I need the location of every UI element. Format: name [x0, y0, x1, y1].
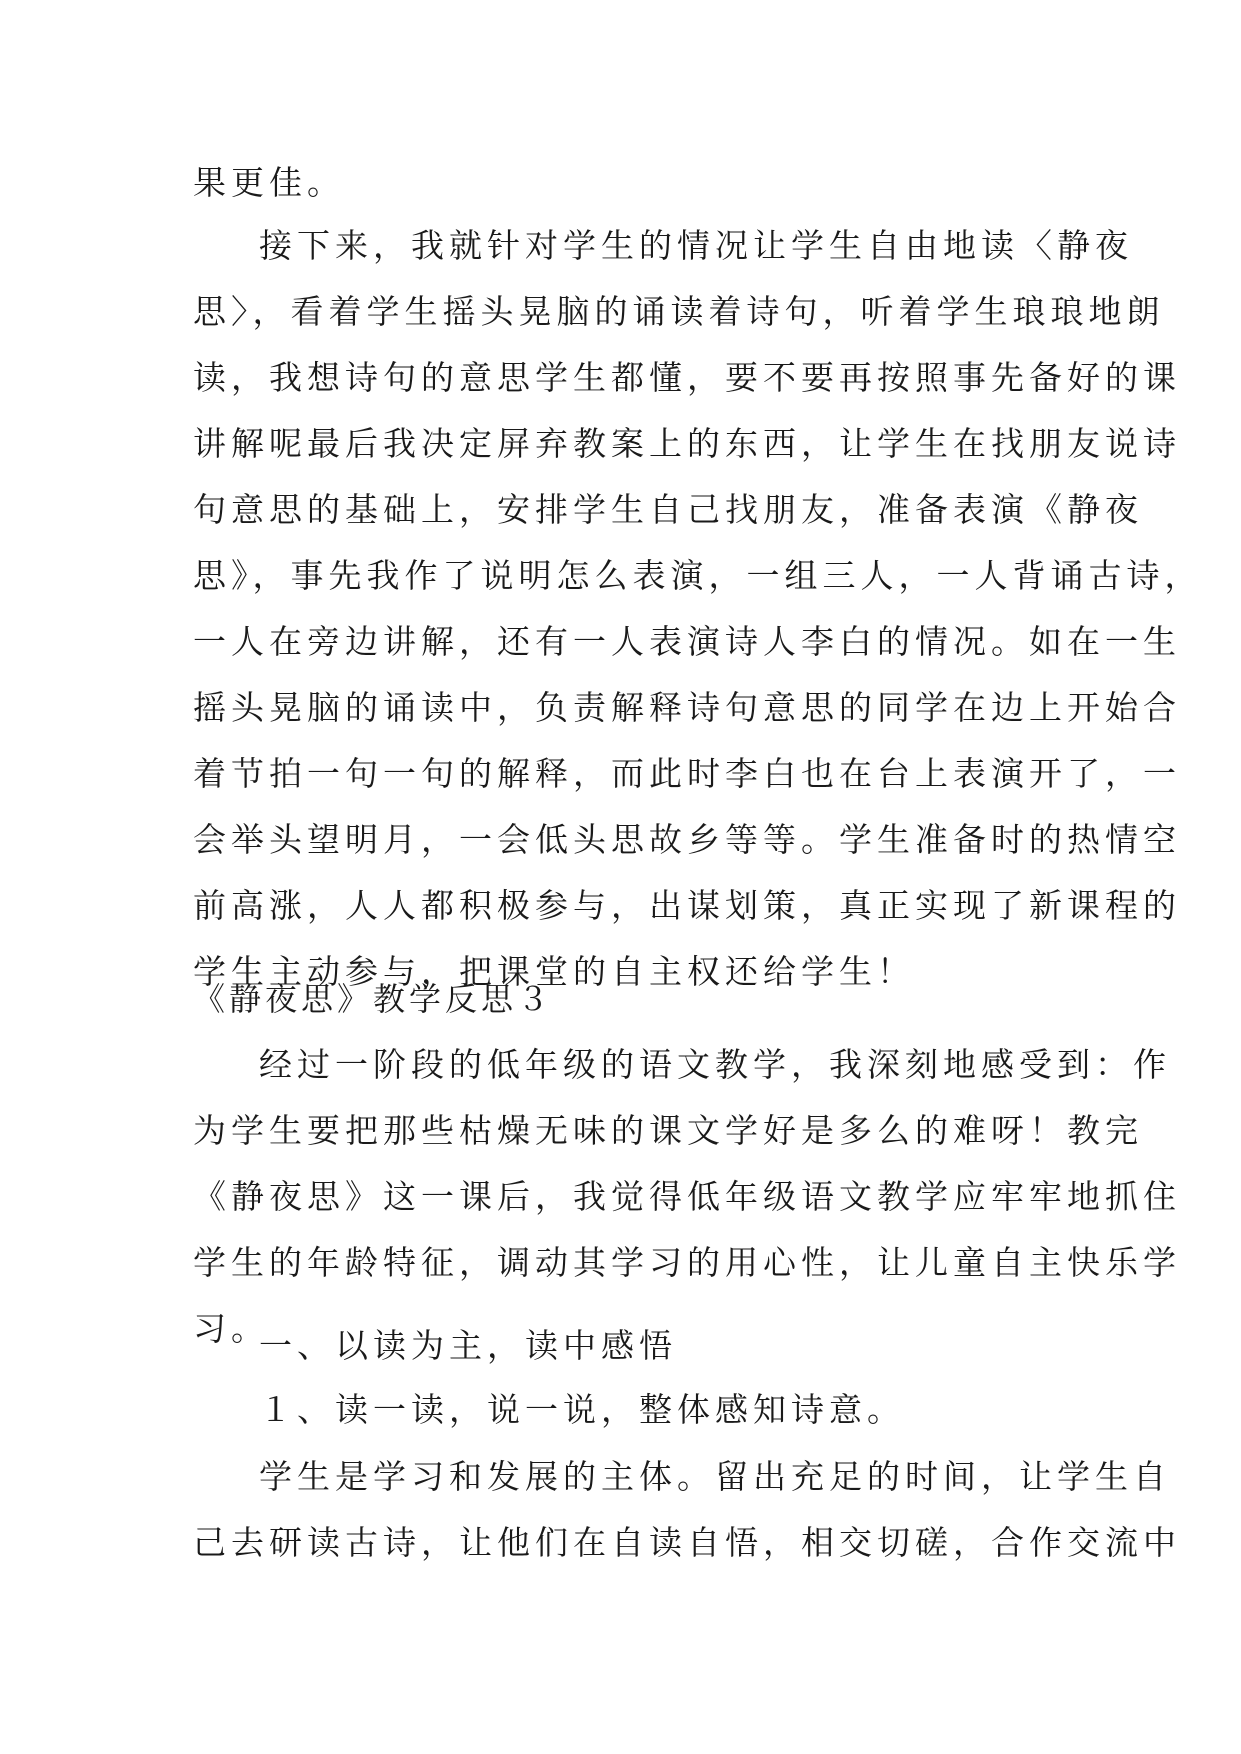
subheading-2-block — [193, 1377, 1053, 1443]
paragraph-1 — [193, 213, 1203, 1005]
text-line: 学生的年龄特征，调动其学习的用心性，让儿童自主快乐学 — [193, 1243, 1181, 1282]
text-line: 果更佳。 — [193, 163, 345, 202]
text-line: 《静夜思》这一课后，我觉得低年级语文教学应牢牢地抓住 — [193, 1177, 1181, 1216]
paragraph-continuation — [193, 150, 1053, 216]
text-line: 思〉，看着学生摇头晃脑的诵读着诗句，听着学生琅琅地朗 — [193, 292, 1165, 331]
paragraph-3 — [193, 1444, 1181, 1576]
text-line: 会举头望明月，一会低头思故乡等等。学生准备时的热情空 — [193, 820, 1181, 859]
text-line: 学生主动参与，把课堂的自主权还给学生！ — [193, 952, 915, 991]
text-line: 思》，事先我作了说明怎么表演，一组三人，一人背诵古诗， — [193, 556, 1203, 595]
section-title: 《静夜思》教学反思３ — [193, 980, 554, 1018]
text-line: 前高涨，人人都积极参与，出谋划策，真正实现了新课程的 — [193, 886, 1181, 925]
text-line: 读，我想诗句的意思学生都懂，要不要再按照事先备好的课 — [193, 358, 1181, 397]
subheading-2: １、读一读，说一说，整体感知诗意。 — [259, 1390, 905, 1429]
subheading-1: 一、以读为主，读中感悟 — [259, 1326, 677, 1365]
text-line: 习。 — [193, 1309, 269, 1348]
text-line: 着节拍一句一句的解释，而此时李白也在台上表演开了，一 — [193, 754, 1181, 793]
text-line: 接下来，我就针对学生的情况让学生自由地读〈静夜 — [259, 226, 1133, 265]
text-line: 己去研读古诗，让他们在自读自悟，相交切磋，合作交流中 — [193, 1523, 1181, 1562]
text-line: 摇头晃脑的诵读中，负责解释诗句意思的同学在边上开始合 — [193, 688, 1181, 727]
text-line: 为学生要把那些枯燥无味的课文学好是多么的难呀！教完 — [193, 1111, 1143, 1150]
subheading-1-block — [193, 1313, 1053, 1379]
text-line: 句意思的基础上，安排学生自己找朋友，准备表演《静夜 — [193, 490, 1143, 529]
text-line: 经过一阶段的低年级的语文教学，我深刻地感受到：作 — [259, 1045, 1171, 1084]
text-line: 学生是学习和发展的主体。留出充足的时间，让学生自 — [259, 1457, 1171, 1496]
text-line: 讲解呢最后我决定屏弃教案上的东西，让学生在找朋友说诗 — [193, 424, 1181, 463]
text-line: 一人在旁边讲解，还有一人表演诗人李白的情况。如在一生 — [193, 622, 1181, 661]
